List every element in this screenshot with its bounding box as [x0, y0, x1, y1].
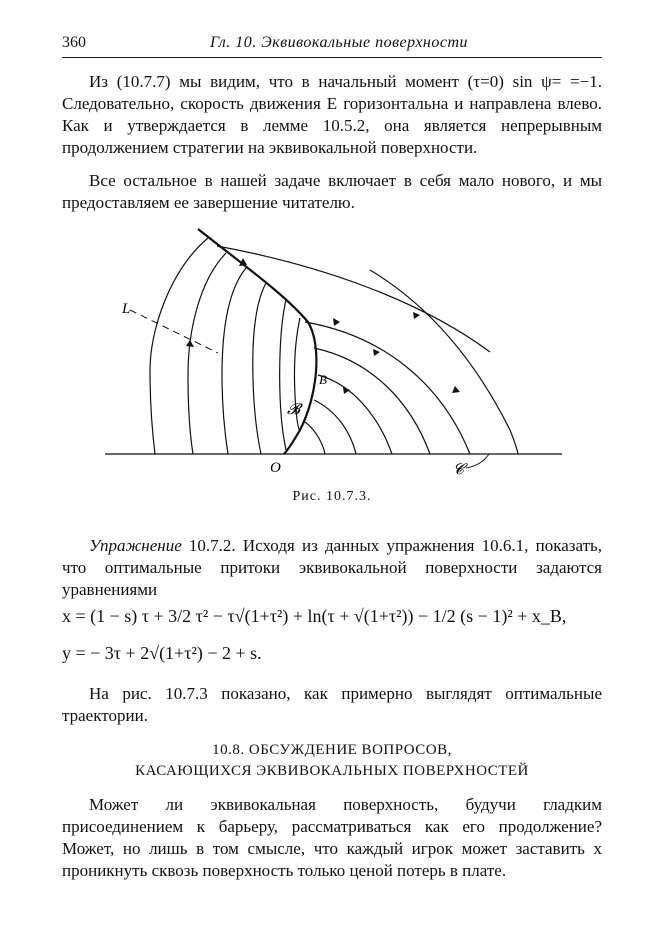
equation-y: y = − 3τ + 2√(1+τ²) − 2 + s.	[62, 643, 262, 663]
trajectory-arc	[188, 253, 226, 454]
exercise-title: Упражнение	[89, 536, 182, 555]
trajectory-arc	[280, 300, 286, 450]
section-heading-line-1: 10.8. ОБСУЖДЕНИЕ ВОПРОСОВ,	[212, 742, 452, 758]
running-title: Гл. 10. Эквивокальные поверхности	[210, 34, 469, 51]
paragraph-2: Все остальное в нашей задаче включает в себя мало нового, и мы предоставляем ее завершение читателю.	[62, 171, 602, 212]
trajectory-arc	[253, 283, 266, 454]
figure-10-7-3	[0, 220, 664, 480]
trajectory-right	[305, 422, 325, 454]
trajectory-right	[305, 322, 470, 454]
trajectory-arc	[150, 238, 208, 454]
exercise-text: 10.7.2. Исходя из данных упражнения 10.6.1, показать, что оптимальные притоки эквивокальной поверхности задаются уравнениями	[62, 536, 602, 599]
header-rule	[62, 57, 602, 58]
trajectory-right	[318, 375, 392, 454]
trajectory-right	[314, 348, 430, 454]
barrier-pointer	[466, 454, 489, 468]
trajectory-right	[314, 400, 356, 454]
trajectory-arc	[222, 268, 246, 454]
equivocal-surface	[198, 229, 316, 454]
section-heading-line-2: КАСАЮЩИХСЯ ЭКВИВОКАЛЬНЫХ ПОВЕРХНОСТЕЙ	[135, 763, 529, 779]
page-number: 360	[62, 34, 86, 51]
equation-x: x = (1 − s) τ + 3/2 τ² − τ√(1+τ²) + ln(τ + √(1+τ²)) − 1/2 (s − 1)² + x_B,	[62, 606, 567, 626]
label-L: L	[122, 301, 131, 317]
label-region-B: 𝓑	[287, 402, 301, 418]
label-C: 𝓒	[453, 462, 464, 478]
paragraph-4: Может ли эквивокальная поверхность, будучи гладким присоединением к барьеру, рассматриваться как его продолжение? Может, но лишь в том смысле, что каждый игрок может заставить x проникнуть сквозь поверхность только ценой потерь в плате.	[62, 795, 602, 880]
paragraph-3: На рис. 10.7.3 показано, как примерно выглядят оптимальные траектории.	[62, 684, 602, 725]
exercise-paragraph	[62, 535, 602, 601]
paragraph-1: Из (10.7.7) мы видим, что в начальный момент (τ=0) sin ψ= =−1. Следовательно, скорость движения E горизонтальна и направлена влево. Как и утверждается в лемме 10.5.2, она является непрерывным продолжением стратегии на эквивокальной поверхности.	[62, 72, 602, 157]
label-B: B	[319, 372, 327, 387]
figure-caption: Рис. 10.7.3.	[292, 489, 372, 504]
label-O: O	[270, 460, 281, 476]
dashed-line-L	[130, 310, 218, 353]
